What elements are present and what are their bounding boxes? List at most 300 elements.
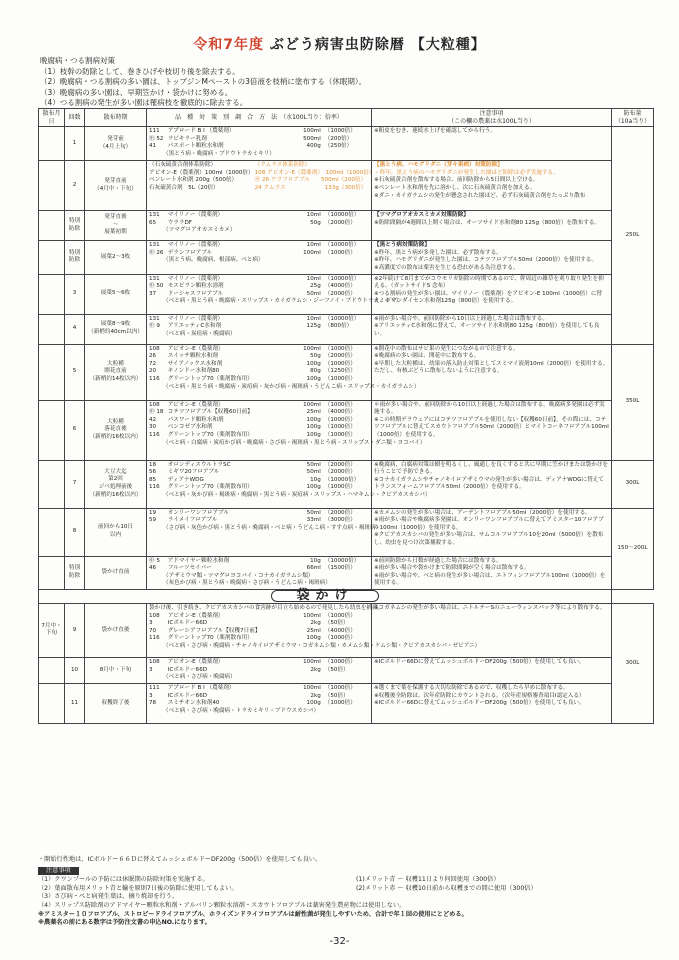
cell-count: 8 (65, 508, 85, 556)
product-dilution: （1000倍） (324, 635, 356, 642)
product-dilution: （1250倍） (324, 368, 356, 375)
cell-notes (372, 314, 612, 344)
product-name: グリーントップ70（薬剤散布用） (167, 431, 253, 438)
note-line: ※前回防除から日数が経過した場合には散布する。 (374, 557, 502, 564)
product-no: 116 (149, 375, 160, 382)
product-dilution: （10000倍） (324, 476, 360, 483)
table-row (39, 161, 654, 211)
product-name: ミギワ20フロアブル (167, 469, 220, 476)
product-amount: 10ml (306, 212, 321, 219)
product-name: グリーントップ70（薬剤散布用） (167, 375, 253, 382)
product-amount: 2kg (310, 666, 321, 673)
product-amount: 400g (306, 143, 321, 150)
product-dilution: （1000倍） (324, 612, 356, 619)
product-no: ㊥ 52 (149, 135, 164, 142)
note-line: ※この時期デラウェアにはコテツフロアブルを使用しない【収穫60日前】。その際には、コテツフロアブルに替えてスカウトフロアブル50ml（2000倍）とマイトコーネフロアブル100ml（1000倍）を使用する。 (374, 416, 609, 438)
target-pests: （べと病・灰かび病・褐斑病・晩腐病・黒とう病・炭疽病・スリップス・ハマキムシ・クビアカスカシバ） (163, 491, 431, 498)
cell-timing (85, 603, 147, 657)
note-line: ※ベンレート水和剤を先に溶かし、次に石灰硫黄合剤を加える。 (374, 184, 536, 191)
product-name: アビオン-E（農薬剤） (167, 658, 224, 665)
target-pests: （さび病・灰色かび病・黒とう病・晩腐病・べと病・うどんこ病・すす点病・褐斑病） (163, 524, 382, 531)
product-dilution: （4000倍） (324, 409, 356, 416)
product-line (149, 700, 369, 708)
product-name: スイッチ顆粒水和剤 (167, 353, 218, 360)
product-amount: 100ml (303, 401, 321, 408)
cell-volume: 300L (612, 460, 654, 508)
product-name: ドーシャスフロアブル (167, 290, 224, 297)
product-dilution: （1000倍） (324, 249, 356, 256)
cell-period (39, 161, 65, 211)
product-name: アドマイヤー顆粒水和剤 (167, 557, 230, 564)
product-amount: 100ml (303, 249, 321, 256)
product-no: 131 (149, 315, 160, 322)
product-dilution: （2000倍） (324, 353, 356, 360)
cell-notes (372, 241, 612, 274)
product-line (149, 469, 369, 477)
cell-period (39, 274, 65, 314)
cell-period (39, 603, 65, 657)
cell-timing (85, 127, 147, 161)
target-pests: （黒とう病・晩腐病・ブドウトラカミキリ） (163, 150, 275, 157)
products-split (149, 162, 375, 192)
product-dilution: （800倍） (324, 323, 353, 330)
product-no: 85 (149, 476, 157, 483)
timing-line: （4月上旬） (99, 143, 132, 150)
cell-products (147, 161, 375, 211)
bag-label: 袋かけ (271, 590, 378, 602)
target-pests: （黒とう病、晩腐病、根部病、べと病） (163, 257, 264, 264)
pre-note: 袋かけ後、引き続き、クビアカスカシバの食害跡が目立ち始めるので発見したら幼虫を捕殺。 (149, 604, 384, 611)
alt-product-line: 24 クムラス 133g（300倍） (254, 184, 367, 191)
product-amount: 100ml (303, 345, 321, 352)
cell-products (147, 556, 372, 589)
notes-right-item: (1)メリット青 ～ 収穫11日より何回使用（300倍） (356, 876, 500, 883)
product-name: キノンドー水和剤80 (167, 368, 220, 375)
cell-volume: 350L (612, 344, 654, 460)
title-year: 令和7年度 (193, 37, 264, 53)
cell-volume: 250L (612, 127, 654, 344)
products-right (254, 162, 375, 192)
note-line: ※晩腐病、白腐病対策は樹を明るくし、風通しを良くすると共に早期に笠かけまたは袋かけを行うことで予防できる。 (374, 461, 609, 476)
intro-item: （3）晩腐病の多い園は、早期笠かけ・袋かけに努める。 (40, 87, 233, 97)
cell-timing (85, 161, 147, 211)
timing-line: 大豆大迄 (104, 468, 127, 475)
product-no: 131 (149, 212, 160, 219)
product-line: アビオン-E（農薬剤）100ml（1000倍） (149, 169, 254, 176)
note-line: ※雨が多い場合や晩腐病多発園は、オンリーワンフロアブルに替えてアミスター10フロアブル100ml（1000倍）を使用する。 (374, 517, 604, 531)
product-no: 20 (149, 368, 157, 375)
note-line: ※雨が多い場合や、べと病の発生が多い場合は、エトフィンフロアブル100ml（1000倍）を使用する。 (374, 572, 606, 587)
timing-line: 展葉8～9枚 (100, 321, 131, 328)
note-line: ※防除間隔が4週間以上開く場合は、オーソサイド水和剤80 125g（800倍）を散布する。 (374, 219, 601, 226)
cell-notes (372, 508, 612, 556)
product-no: 19 (149, 509, 157, 516)
product-dilution: （1000倍） (324, 360, 356, 367)
table-row (39, 460, 654, 508)
product-no: 78 (149, 700, 157, 707)
cell-count: 10 (65, 657, 85, 683)
bag-divider-cell (39, 589, 612, 603)
notes-item: （2）葉面散布用メリット青と輸を原則7日後の防除に使用してもよい。 (38, 884, 238, 892)
alt-product-line: ㊥ 26 ワラフロアブル 500ml（200倍） (254, 177, 367, 184)
product-name: マイリノー（農薬剤） (167, 275, 224, 282)
product-amount: 80g (310, 368, 321, 375)
product-amount: 50ml (306, 461, 321, 468)
note-line: 【黒とう病、ハモグリダニ（芽キ果病）対策防除】 (374, 162, 503, 169)
note-line: ※石灰硫黄合剤を散布する場合、前回防除から5日間以上空ける。 (374, 177, 539, 184)
product-dilution: （50倍） (324, 692, 349, 699)
product-dilution: （10000倍） (324, 242, 360, 249)
note-line: ※ICボルドー66Dに替えてムッシュボルドーDF200g（500倍）を使用しても良い。 (374, 658, 585, 665)
product-no: 37 (149, 290, 157, 297)
cell-period (39, 211, 65, 241)
product-line (149, 613, 369, 621)
note-line: ＊雨が多い場合や、前回防除から10日以上経過した場合は散布する。晩腐病多発園は必ず実施する。 (374, 401, 605, 416)
product-name: ICボルドー66D (167, 692, 208, 699)
table-row (39, 211, 654, 241)
cell-notes (372, 657, 612, 683)
product-no: 26 (149, 353, 157, 360)
timing-line: 袋かけ直前 (101, 568, 130, 575)
cell-timing (85, 314, 147, 344)
product-dilution: （10000倍） (324, 315, 360, 322)
product-name: ICボルドー66D (167, 620, 208, 627)
cell-products (147, 657, 372, 683)
table-row (39, 589, 654, 603)
products-left (149, 162, 255, 192)
product-dilution: （2000倍） (324, 461, 356, 468)
note-line: ※開花中の散布はサビ果の発生につながるので注意する。 (374, 345, 519, 352)
timing-line: 袋かけ直後 (101, 626, 130, 633)
note-line: ※雨が多い場合や、前回防除から10日以上経過した場合は散布する。 (374, 315, 548, 322)
timing-line: 開花直前 (104, 368, 127, 375)
product-no: 116 (149, 484, 160, 491)
cell-products (147, 603, 481, 657)
product-dilution: （1000倍） (324, 424, 356, 431)
product-no: 56 (149, 469, 157, 476)
product-line (149, 409, 369, 417)
title-variety: 【大粒種】 (410, 37, 486, 53)
product-amount: 500ml (303, 135, 321, 142)
product-no: 108 (149, 401, 160, 408)
product-name: アビオン-E（農薬剤） (167, 401, 224, 408)
note-line: ※つる割病の発生が多い園は、マイリノー（農薬剤）をアビオン-E 100ml（1000倍）に替え、ジマンダイセン水和剤125g（800倍）を使用する。 (374, 290, 603, 305)
product-line: ベンレート水和剤 200g（500倍） (149, 177, 238, 184)
timing-line: 第2回 (108, 476, 123, 483)
target-pests: （べと病・白腐病・炭疽かび病・晩腐病・さび病・褐斑病・黒とう病・スリップス・ダニ類・ヨコバイ） (163, 439, 426, 446)
note-line: ※ICボルドー66Dに替えてムッシュボルドーDF200g（500倍）を使用しても良い。 (374, 700, 585, 707)
product-no: ㊥ 9 (149, 323, 160, 330)
cell-timing (85, 344, 147, 400)
product-line (149, 484, 369, 492)
note-line: ※昨年、黒とう病が多発した園は、必ず散布する。 (374, 249, 502, 256)
product-name: グレーシアフロアブル【収穫7日前】 (167, 627, 261, 634)
product-line: （石灰硫黄合剤体系防除） (149, 162, 217, 169)
table-row (39, 657, 654, 683)
product-no: 41 (149, 143, 157, 150)
table-row (39, 683, 654, 723)
product-amount: 100ml (303, 128, 321, 135)
product-dilution: （2000倍） (324, 219, 356, 226)
product-dilution: （1000倍） (324, 345, 356, 352)
cell-notes (372, 211, 612, 241)
cell-timing (85, 460, 147, 508)
product-amount: 10g (310, 557, 321, 564)
cell-notes (372, 344, 612, 400)
product-dilution: （10000倍） (324, 557, 360, 564)
table-row (39, 603, 654, 657)
cell-period (39, 127, 65, 161)
intro-item: （4）つる割病の発生が多い園は罹病枝を徹底的に除去する。 (40, 98, 248, 107)
cell-period (39, 657, 65, 683)
product-amount: 100ml (303, 658, 321, 665)
timing-line: 前回から10日 (97, 524, 134, 531)
product-amount: 25g (310, 283, 321, 290)
header-volume-line1: 防布量 (623, 110, 642, 117)
note-line: ※コナカイガラムシやチャノキイロアザミウマの発生が多い場合は、ディアナWDGに替えてトランスフォームフロアブル50ml（2000倍）を使用する。 (374, 476, 604, 491)
table-row (39, 344, 654, 400)
table-row (39, 400, 654, 460)
timing-line: 大粒種 (107, 418, 124, 425)
cell-timing (85, 400, 147, 460)
header-volume (612, 109, 654, 127)
target-pests: （べと病・さび病・晩腐病・トラカミキリ・ブドウスカシバ） (163, 707, 320, 714)
product-no: 46 (149, 565, 157, 572)
cell-products (147, 241, 372, 274)
timing-line: ジベ処理前後 (98, 484, 133, 491)
cell-products (147, 683, 372, 723)
product-dilution: （3000倍） (324, 517, 356, 524)
note-line: ※晩腐病の多い園は、開花中に散布する。 (374, 353, 480, 360)
product-no: ㊥ 18 (149, 409, 164, 416)
cell-count: 3 (65, 274, 85, 314)
warning-order-number: ※農薬名の前にある数字は予防注文書の申込NO.になります。 (38, 919, 211, 927)
product-name: オロンディスウルトラSC (167, 461, 231, 468)
product-dilution: （250倍） (324, 143, 353, 150)
product-line (149, 635, 369, 643)
cell-notes (372, 603, 612, 657)
product-amount: 50g (310, 219, 321, 226)
product-line (149, 424, 369, 432)
note-line: ・昨年、黒とう病のハモグリダニが発生した園ほど防除は必ず実施する。 (374, 169, 559, 176)
cell-products (147, 314, 372, 344)
cell-period (39, 344, 65, 400)
page-number: -32- (329, 936, 350, 947)
product-no: 3 (149, 620, 153, 627)
note-line: ※カメムシの発生が多い場合は、アーデントフロアブル50ml（2000倍）を使用する。 (374, 509, 591, 516)
cell-count: 特別防除 (65, 241, 85, 274)
cell-timing (85, 211, 147, 241)
header-period: 散布月日 (39, 109, 65, 127)
cell-volume: 150～200L (612, 508, 654, 589)
product-dilution: （4000倍） (324, 627, 356, 634)
product-dilution: （200倍） (324, 135, 353, 142)
cell-period (39, 683, 65, 723)
intro-item: （2）晩腐病・つる割病の多い園は、トップジンMペーストの3倍液を枝梢に塗布する（休眠期）。 (40, 77, 367, 86)
product-no: ㊥ 5 (149, 557, 160, 564)
header-notes-line2: （この欄の農薬は水100L当り） (448, 117, 535, 125)
product-name: コテツフロアブル【収穫60日前】 (167, 409, 253, 416)
product-line (149, 368, 369, 376)
intro-heading: 晩腐病・つる割病対策 (40, 56, 115, 65)
table-row (39, 241, 654, 274)
product-amount: 10g (310, 476, 321, 483)
product-no: 59 (149, 517, 157, 524)
cell-volume: 300L (612, 603, 654, 723)
target-pests: （べと病・黒とう病・晩腐病・炭疽病・灰かび病・褐斑病・うどんこ病・スリップス・カイガラムシ） (163, 383, 420, 390)
product-amount: 10ml (306, 242, 321, 249)
product-no: 30 (149, 424, 157, 431)
target-pests: （べと病・炭疽病・晩腐病） (163, 330, 236, 337)
timing-line: 発芽直後 (104, 214, 127, 221)
header-notes-line1: 注意事項 (479, 110, 504, 117)
alt-heading: （クムラス体系防除） (254, 162, 311, 169)
product-name: パスポート顆粒水和剤 (167, 143, 224, 150)
header-volume-line2: （10a当り） (614, 117, 651, 125)
header-notes (372, 109, 612, 127)
product-amount: 100g (306, 635, 321, 642)
cell-notes (372, 161, 612, 211)
timing-line: （新梢約40cm以内） (88, 329, 143, 336)
timing-line: 展葉2～3枚 (100, 253, 131, 260)
target-pests: （ツマグロアオカスミカメ） (163, 227, 236, 234)
product-no: 72 (149, 360, 157, 367)
product-amount: 10ml (306, 315, 321, 322)
product-name: マイリノー（農薬剤） (167, 242, 224, 249)
product-line (149, 143, 369, 151)
cell-products (147, 274, 402, 314)
product-amount: 100ml (303, 612, 321, 619)
target-pests: （べと病・黒とう病・晩腐病・スリップス・カイガラムシ・ジーフノイ・ブドウトラカミキリ） (163, 298, 402, 305)
product-no: 131 (149, 242, 160, 249)
table-row (39, 127, 654, 161)
notes-heading: 注意事項 (38, 867, 79, 876)
product-name: ベンコゼブ水和剤 (167, 424, 213, 431)
cell-period (39, 400, 65, 460)
product-line (149, 432, 369, 440)
product-amount: 50g (310, 353, 321, 360)
cell-timing (85, 274, 147, 314)
product-dilution: （50倍） (324, 620, 349, 627)
product-dilution: （4000倍） (324, 283, 356, 290)
product-dilution: （10000倍） (324, 275, 360, 282)
page-title (0, 34, 679, 54)
note-line: ※雨が多い場合や袋かけまで防除間隔が空く場合は散布する。 (374, 565, 530, 572)
product-name: ウララDF (167, 219, 193, 226)
timing-line: 8月中・下旬 (99, 666, 132, 673)
notes-item: （4）スリップス防除剤のアドマイヤー顆粒水和剤・アルバリン顆粒水溶剤・スカウトフロアブルは薬害発生農産物には使用しない。 (38, 901, 406, 909)
product-name: サイアノックス水和剤 (167, 360, 223, 367)
product-line (149, 693, 369, 701)
product-name: グリーントップ70（薬剤散布用） (167, 635, 253, 642)
product-no: 108 (149, 658, 160, 665)
cell-products (147, 211, 372, 241)
product-dilution: （2000倍） (324, 469, 356, 476)
product-dilution: （1000倍） (324, 416, 356, 423)
cell-notes (372, 400, 612, 460)
product-name: マイリノー（農薬剤） (167, 212, 224, 219)
product-name: ラビキラー乳剤 (167, 135, 207, 142)
product-name: デランフロアブル (167, 249, 213, 256)
product-name: アビオン-E（農薬剤） (167, 612, 224, 619)
product-amount: 50ml (306, 509, 321, 516)
note-line: ※選くまで葉を保護する大切な防除であるので、収穫したら早めに散布する。 (374, 684, 569, 691)
table-row (39, 314, 654, 344)
header-timing: 散布時期 (85, 109, 147, 127)
target-pests: （灰色かび病・黒とう病・晩腐病・さび病・うどんこ病・褐斑病） (163, 580, 331, 587)
period-label: 7月中・下旬 (41, 622, 62, 637)
product-amount: 25ml (306, 627, 321, 634)
product-name: アプロード B I （農薬剤） (167, 128, 235, 135)
footnote: ・開始行性地は、ICボルドー６６Ｄに替えてムッシュボルドーDF200g（500倍）を使用しても良い。 (38, 856, 322, 863)
product-line (149, 323, 369, 331)
product-amount: 125g (306, 323, 321, 330)
product-amount: 100g (306, 375, 321, 382)
cell-count: 6 (65, 400, 85, 460)
product-name: パスワード顆粒水和剤 (167, 416, 224, 423)
product-dilution: （2000倍） (324, 290, 356, 297)
product-no: 116 (149, 431, 160, 438)
cell-count: 5 (65, 344, 85, 400)
product-line (149, 517, 369, 525)
cell-timing (85, 556, 147, 589)
product-no: ㊥ 26 (149, 249, 164, 256)
note-line: ※ダニ・カイガラムシの発生が懸念された園ほど、必ず石灰硫黄合剤をたっぷり散布 (374, 192, 586, 199)
cell-period (39, 460, 65, 508)
cell-notes (372, 460, 612, 508)
table-header-row (39, 109, 654, 127)
product-dilution: （1000倍） (324, 128, 356, 135)
notes-right-item: (2)メリット赤 ～ 収穫10日前から収穫までの間に使用（300倍） (356, 884, 537, 892)
timing-line: （新梢約14枚以内） (89, 375, 142, 382)
product-line (149, 212, 369, 220)
timing-line: 収穫終了後 (101, 699, 130, 706)
cell-count: 4 (65, 314, 85, 344)
cell-count: 特別防除 (65, 211, 85, 241)
product-line (149, 128, 369, 136)
target-pests: （べと病・さび病・晩腐病・チャノキイロアザミウマ・コガネムシ類・カメムシ類・ケムシ類・クビアカスカシバ・ゼビアニ） (163, 642, 481, 649)
product-amount: 2kg (310, 620, 321, 627)
product-amount: 33ml (306, 517, 321, 524)
product-amount: 50ml (306, 290, 321, 297)
product-name: アビオン-E（農薬剤） (167, 345, 224, 352)
product-name: ICボルドー66D (167, 666, 208, 673)
product-dilution: （1000倍） (324, 375, 356, 382)
product-dilution: （2000倍） (324, 509, 356, 516)
product-amount: 100g (306, 484, 321, 491)
cell-timing (85, 241, 147, 274)
product-dilution: （50倍） (324, 666, 349, 673)
product-dilution: （1000倍） (324, 700, 356, 707)
product-amount: 100ml (303, 684, 321, 691)
table-row (39, 556, 654, 589)
cell-notes (372, 683, 612, 723)
target-pests: （べと病・さび病・晩腐病） (163, 674, 236, 681)
product-amount: 100g (306, 700, 321, 707)
warning-resistance: ※アミスター１０フロアブル、ストロビードライフロアブル、ホライズンドライフロアブルは耐性菌が発生しやすいため、合計で年１回の使用にとどめる。 (38, 910, 468, 918)
cell-products (147, 400, 426, 460)
intro-item: （1）枝幹の防除として、巻きひげや枝切り後を除去する。 (40, 66, 240, 76)
product-line (149, 565, 369, 573)
cell-period (39, 556, 65, 589)
note-line: ※収穫後全防除は、次年産防除にカウントされる。（次年産規格審査項目I認定入る） (374, 692, 585, 699)
product-dilution: （1000倍） (324, 484, 356, 491)
product-no: 108 (149, 612, 160, 619)
cell-timing (85, 657, 147, 683)
header-products: 品 種 対 策 別 調 合 方 法 （水100L当り：倍率） (147, 109, 372, 127)
product-name: アリエッティC水和剤 (167, 323, 222, 330)
cell-count: 1 (65, 127, 85, 161)
